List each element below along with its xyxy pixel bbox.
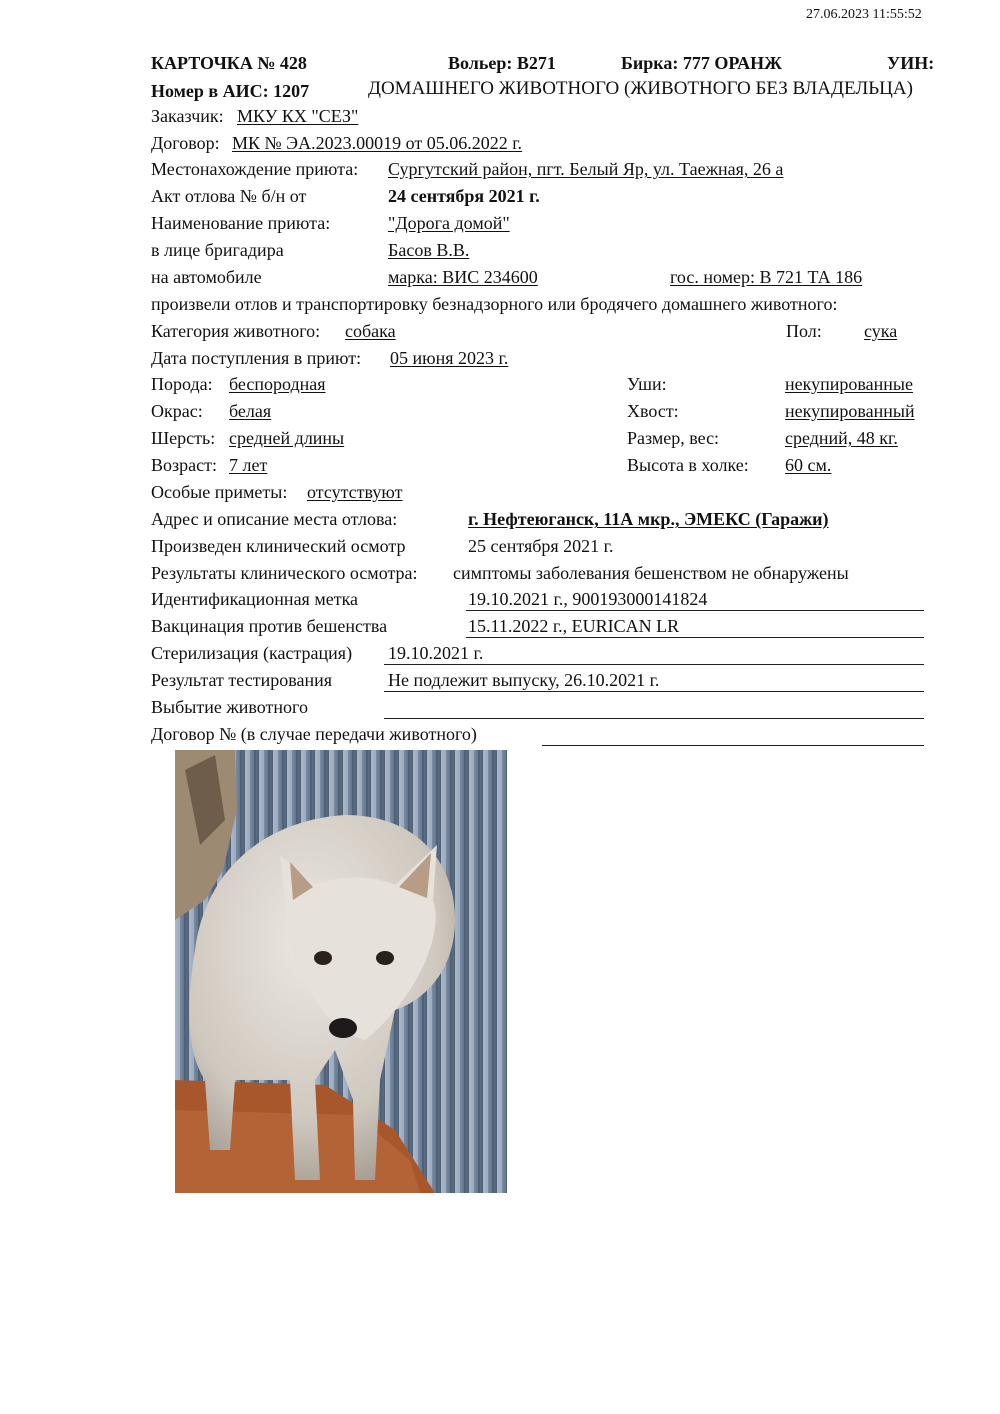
age-label: Возраст:: [151, 455, 217, 475]
capture-act-date: 24 сентября 2021 г.: [388, 186, 540, 206]
foreman-label: в лице бригадира: [151, 240, 284, 260]
age-value: 7 лет: [229, 455, 268, 475]
uin-label: УИН:: [887, 53, 935, 73]
vaccination-underline: [466, 637, 924, 638]
animal-photo: [175, 750, 507, 1193]
height-value: 60 см.: [785, 455, 832, 475]
size-label: Размер, вес:: [627, 428, 720, 448]
marks-value: отсутствуют: [307, 482, 403, 502]
color-label: Окрас:: [151, 401, 203, 421]
sterilization-label: Стерилизация (кастрация): [151, 643, 353, 663]
test-result-label: Результат тестирования: [151, 670, 332, 690]
test-result-value: Не подлежит выпуску, 26.10.2021 г.: [388, 670, 660, 690]
transfer-contract-underline: [542, 745, 924, 746]
statement-text: произвели отлов и транспортировку безнадзорного или бродячего домашнего животного:: [151, 294, 838, 314]
contract-label: Договор:: [151, 133, 220, 153]
arrival-label: Дата поступления в приют:: [151, 348, 362, 368]
vaccination-value: 15.11.2022 г., EURICAN LR: [468, 616, 680, 636]
departure-underline: [384, 718, 924, 719]
id-mark-value: 19.10.2021 г., 900193000141824: [468, 589, 708, 609]
capture-address-label: Адрес и описание места отлова:: [151, 509, 398, 529]
coat-value: средней длины: [229, 428, 345, 448]
coat-label: Шерсть:: [151, 428, 216, 448]
shelter-name-value: "Дорога домой": [388, 213, 510, 233]
customer-value: МКУ КХ "СЕЗ": [237, 106, 359, 126]
card-title: ДОМАШНЕГО ЖИВОТНОГО (ЖИВОТНОГО БЕЗ ВЛАДЕЛЬЦА): [368, 78, 913, 99]
transfer-contract-label: Договор № (в случае передачи животного): [151, 724, 477, 744]
shelter-location-label: Местонахождение приюта:: [151, 159, 359, 179]
sterilization-underline: [384, 664, 924, 665]
id-mark-underline: [466, 610, 924, 611]
tag-number: Бирка: 777 ОРАНЖ: [621, 53, 782, 73]
capture-act-label: Акт отлова № б/н от: [151, 186, 307, 206]
shelter-name-label: Наименование приюта:: [151, 213, 331, 233]
shelter-location-value: Сургутский район, пгт. Белый Яр, ул. Таежная, 26 а: [388, 159, 784, 179]
test-result-underline: [384, 691, 924, 692]
arrival-value: 05 июня 2023 г.: [390, 348, 509, 368]
height-label: Высота в холке:: [627, 455, 749, 475]
sex-label: Пол:: [786, 321, 822, 341]
vehicle-label: на автомобиле: [151, 267, 262, 287]
ears-label: Уши:: [627, 374, 667, 394]
breed-value: беспородная: [229, 374, 326, 394]
departure-label: Выбытие животного: [151, 697, 308, 717]
foreman-value: Басов В.В.: [388, 240, 470, 260]
ears-value: некупированные: [785, 374, 913, 394]
ais-number: Номер в АИС: 1207: [151, 81, 310, 101]
exam-result-label: Результаты клинического осмотра:: [151, 563, 418, 583]
card-number: КАРТОЧКА № 428: [151, 53, 307, 73]
breed-label: Порода:: [151, 374, 213, 394]
id-mark-label: Идентификационная метка: [151, 589, 359, 609]
category-value: собака: [345, 321, 396, 341]
customer-label: Заказчик:: [151, 106, 224, 126]
vehicle-brand: марка: ВИС 234600: [388, 267, 538, 287]
category-label: Категория животного:: [151, 321, 321, 341]
vehicle-plate: гос. номер: В 721 ТА 186: [670, 267, 863, 287]
vaccination-label: Вакцинация против бешенства: [151, 616, 388, 636]
tail-value: некупированный: [785, 401, 915, 421]
contract-value: МК № ЭА.2023.00019 от 05.06.2022 г.: [232, 133, 523, 153]
exam-label: Произведен клинический осмотр: [151, 536, 406, 556]
color-value: белая: [229, 401, 272, 421]
capture-address-value: г. Нефтеюганск, 11А мкр., ЭМЕКС (Гаражи): [468, 509, 829, 529]
exam-result-value: симптомы заболевания бешенством не обнаружены: [453, 563, 849, 583]
print-timestamp: 27.06.2023 11:55:52: [806, 7, 922, 22]
marks-label: Особые приметы:: [151, 482, 288, 502]
enclosure-number: Вольер: В271: [448, 53, 556, 73]
tail-label: Хвост:: [627, 401, 679, 421]
sex-value: сука: [864, 321, 898, 341]
sterilization-value: 19.10.2021 г.: [388, 643, 484, 663]
size-value: средний, 48 кг.: [785, 428, 898, 448]
exam-value: 25 сентября 2021 г.: [468, 536, 614, 556]
